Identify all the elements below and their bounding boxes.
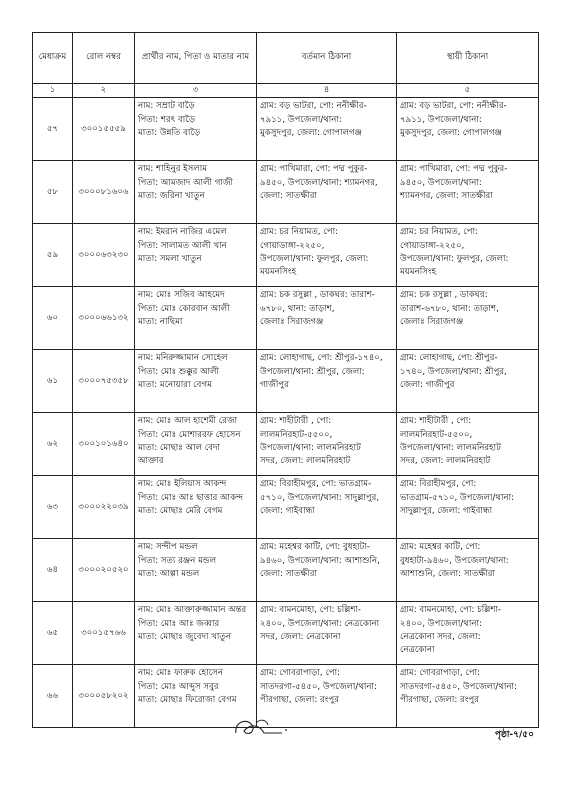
header-roll: রোল নম্বর <box>73 33 135 84</box>
present-address-cell-line: উপজেলা/থানা: শ্রীপুর, জেলা: <box>260 366 365 377</box>
present-address-cell-line: উপজেলা/থানা: লালমনিরহাট <box>260 442 361 453</box>
present-address-cell-line: জেলাঃ সিরাজগঞ্জ <box>260 316 324 327</box>
permanent-address-cell-line: সদর, জেলা: লালমনিরহাট <box>400 456 491 467</box>
column-number: ৪ <box>257 84 397 98</box>
present-address-cell-line: গ্রাম: বিরাহীমপুর, পো: ভাতগ্রাম- <box>260 479 372 490</box>
rank-cell: ৬৪ <box>33 539 73 602</box>
permanent-address-cell-line: নেত্রকোনা <box>400 645 435 656</box>
table-row <box>33 413 539 476</box>
roll-cell: ৩০০০৬৩২৩০ <box>73 224 135 287</box>
candidate-cell-line: নাম: সন্দীপ মন্ডল <box>138 542 198 553</box>
candidate-cell-line: পিতা: মোঃ আব্দুস সবুর <box>138 681 219 692</box>
present-address-cell-line: ৯৪৫০, উপজেলা/থানা: শ্যামনগর, <box>260 177 378 188</box>
permanent-address-cell <box>397 161 539 224</box>
present-address-cell <box>257 413 397 476</box>
rank-cell: ৬৬ <box>33 665 73 728</box>
permanent-address-cell-line: গ্রাম: চক রসুল্লা , ডাকঘর: <box>400 290 488 301</box>
candidate-cell <box>135 161 257 224</box>
candidate-cell-line: মাতা: মোছাঃ ফিরোজা বেগম <box>138 694 237 705</box>
candidate-cell-line: নাম: মোঃ সজিব আহমেদ <box>138 290 225 301</box>
roll-cell: ৩০০০৮১৬০৬ <box>73 161 135 224</box>
candidate-cell-line: নাম: মোঃ আক্তারুজ্জামান অন্তর <box>138 605 247 616</box>
candidate-cell <box>135 287 257 350</box>
present-address-cell-line: ৬৭৮০, থানা: তাড়াশ, <box>260 303 335 314</box>
candidate-cell-line: মাতা: মোছাঃ মেরি বেগম <box>138 505 223 516</box>
permanent-address-cell-line: সাতদরগা-৫৪৫০, উপজেলা/থানা: <box>400 681 517 692</box>
column-number: ২ <box>73 84 135 98</box>
table-row <box>33 539 539 602</box>
permanent-address-cell <box>397 287 539 350</box>
header-row <box>33 33 539 84</box>
table-row <box>33 161 539 224</box>
permanent-address-cell-line: গ্রাম: বিরাহীমপুর, পো: <box>400 479 477 490</box>
header-rank: মেধাক্রম <box>33 33 73 84</box>
candidate-cell <box>135 602 257 665</box>
candidate-cell-line: মাতা: মোছাঃ জুবেদা খাতুন <box>138 631 231 642</box>
rank-cell: ৬৫ <box>33 602 73 665</box>
candidate-cell <box>135 539 257 602</box>
candidate-cell-line: মাতা: মোছাঃ আল বেদা <box>138 442 221 453</box>
permanent-address-cell <box>397 539 539 602</box>
permanent-address-cell-line: গ্রাম: পাখিমারা, পো: পদ্ম পুকুর- <box>400 164 508 175</box>
rank-cell: ৫৯ <box>33 224 73 287</box>
column-number: ৫ <box>397 84 539 98</box>
present-address-cell-line: গোয়াডাঙ্গা-২২৫০, <box>260 240 325 251</box>
candidate-cell <box>135 224 257 287</box>
candidate-cell-line: নাম: শাহিনুর ইসলাম <box>138 164 207 175</box>
present-address-cell <box>257 602 397 665</box>
present-address-cell <box>257 287 397 350</box>
column-number-row <box>33 84 539 98</box>
permanent-address-cell-line: ১৭৪০, উপজেলা/থানা: শ্রীপুর, <box>400 366 507 377</box>
candidate-cell-line: মাতা: আল্পা মন্ডল <box>138 568 200 579</box>
present-address-cell-line: ৯৪৬০, উপজেলা/থানা: আশাশুনি, <box>260 555 380 566</box>
candidate-cell-line: পিতা: আমজাদ আলী গাজী <box>138 177 233 188</box>
permanent-address-cell <box>397 602 539 665</box>
column-number: ৩ <box>135 84 257 98</box>
candidate-cell-line: নাম: ইমরান নাজির এমেল <box>138 227 227 238</box>
signature <box>230 713 294 745</box>
header-name: প্রার্থীর নাম, পিতা ও মাতার নাম <box>135 33 257 84</box>
candidate-cell-line: পিতা: মোঃ মোশাররফ হোসেন <box>138 429 241 440</box>
table-body <box>33 98 539 728</box>
candidate-cell-line: নাম: মোঃ আল হাশেমী রেজা <box>138 416 238 427</box>
present-address-cell-line: উপজেলা/থানা: ফুলপুর, জেলা: <box>260 253 369 264</box>
permanent-address-cell-line: ভাতগ্রাম-৫৭১০, উপজেলা/থানা: <box>400 492 514 503</box>
permanent-address-cell <box>397 476 539 539</box>
permanent-address-cell-line: মুকসুদপুর, জেলা: গোপালগঞ্জ <box>400 127 503 138</box>
present-address-cell-line: গাজীপুর <box>260 379 289 390</box>
candidate-cell <box>135 98 257 161</box>
permanent-address-cell-line: উপজেলা/থানা: ফুলপুর, জেলা: <box>400 253 509 264</box>
rank-cell: ৫৮ <box>33 161 73 224</box>
present-address-cell <box>257 98 397 161</box>
permanent-address-cell-line: গোয়াডাঙ্গা-২২৫০, <box>400 240 465 251</box>
present-address-cell-line: গ্রাম: গোবরাপাড়া, পো: <box>260 668 341 679</box>
present-address-cell-line: জেলা: সাতক্ষীরা <box>260 190 317 201</box>
present-address-cell-line: গ্রাম: লোহাগাছ, পো: শ্রীপুর-১৭৪০, <box>260 353 383 364</box>
permanent-address-cell-line: বুধহাটা-৯৪৬০, উপজেলা/থানা: <box>400 555 509 566</box>
permanent-address-cell-line: আশাশুনি, জেলা: সাতক্ষীরা <box>400 568 496 579</box>
present-address-cell <box>257 350 397 413</box>
header-present-address: বর্তমান ঠিকানা <box>257 33 397 84</box>
candidate-cell-line: মাতা: সমলা খাতুন <box>138 253 202 264</box>
candidate-cell-line: মাতা: জরিনা খাতুন <box>138 190 205 201</box>
permanent-address-cell-line: ৯৪৫০, উপজেলা/থানা: <box>400 177 482 188</box>
rank-cell: ৫৭ <box>33 98 73 161</box>
candidate-cell-line: পিতা: শরৎ বাড়ৈ <box>138 114 196 125</box>
permanent-address-cell-line: উপজেলা/থানা: লালমনিরহাট <box>400 442 501 453</box>
permanent-address-cell <box>397 413 539 476</box>
permanent-address-cell-line: গ্রাম: লোহাগাছ, পো: শ্রীপুর- <box>400 353 498 364</box>
permanent-address-cell-line: গ্রাম: চর নিয়ামত, পো: <box>400 227 478 238</box>
permanent-address-cell <box>397 98 539 161</box>
candidate-cell-line: নাম: সম্রাট বাড়ৈ <box>138 101 195 112</box>
permanent-address-cell-line: তারাশ-৬৭৮০, থানা: তাড়াশ, <box>400 303 499 314</box>
rank-cell: ৬৩ <box>33 476 73 539</box>
permanent-address-cell-line: গ্রাম: বামনমোহা, পো: চল্লিশা- <box>400 605 502 616</box>
column-number: ১ <box>33 84 73 98</box>
present-address-cell-line: সদর, জেলা: লালমনিরহাট <box>260 456 351 467</box>
present-address-cell-line: পীরগাছা, জেলা: রংপুর <box>260 694 339 705</box>
present-address-cell-line: জেলা: গাইবান্ধা <box>260 505 315 516</box>
candidate-cell-line: মাতা: উন্নতি বাড়ৈ <box>138 127 201 138</box>
present-address-cell-line: গ্রাম: বামনমোহা, পো: চল্লিশা- <box>260 605 362 616</box>
candidate-cell-line: পিতা: মোঃ আঃ ছাত্তার আকন্দ <box>138 492 243 503</box>
permanent-address-cell <box>397 350 539 413</box>
present-address-cell-line: ময়মনসিংহ <box>260 267 297 278</box>
candidate-cell-line: নাম: মনিরুজ্জামান সোহেল <box>138 353 228 364</box>
candidate-cell-line: পিতা: মোঃ আঃ জব্বার <box>138 618 220 629</box>
roll-cell: ৩০০১০১৬৪০ <box>73 413 135 476</box>
roll-cell: ৩০০০৬৬১৩২ <box>73 287 135 350</box>
permanent-address-cell-line: গ্রাম: গোবরাপাড়া, পো: <box>400 668 481 679</box>
present-address-cell <box>257 539 397 602</box>
present-address-cell-line: ৭৯১১, উপজেলা/থানা: <box>260 114 342 125</box>
present-address-cell-line: গ্রাম: মহেশ্বর কাটি, পো: বুধহাটা- <box>260 542 370 553</box>
candidate-cell-line: আক্তার <box>138 456 164 467</box>
permanent-address-cell-line: সাদুল্লাপুর, জেলা: গাইবান্ধা <box>400 505 493 516</box>
candidate-cell-line: নাম: মোঃ ইলিয়াস আকন্দ <box>138 479 227 490</box>
permanent-address-cell-line: জেলাঃ সিরাজগঞ্জ <box>400 316 464 327</box>
permanent-address-cell-line: ৭৯১১, উপজেলা/থানা: <box>400 114 482 125</box>
roll-cell: ৩০০১৫৭৬৬ <box>73 602 135 665</box>
roll-cell: ৩০০০২২০৩৯ <box>73 476 135 539</box>
present-address-cell-line: গ্রাম: চক রসুল্লা , ডাকঘর: তারাশ- <box>260 290 375 301</box>
permanent-address-cell-line: পীরগাছা, জেলা: রংপুর <box>400 694 479 705</box>
page-number: পৃষ্ঠা-৭/৫০ <box>494 730 534 740</box>
header-permanent-address: স্থায়ী ঠিকানা <box>397 33 539 84</box>
present-address-cell <box>257 476 397 539</box>
present-address-cell <box>257 161 397 224</box>
permanent-address-cell-line: গ্রাম: শাহীটারী , পো: <box>400 416 472 427</box>
permanent-address-cell-line: লালমনিরহাট-৫৫০০, <box>400 429 473 440</box>
rank-cell: ৬২ <box>33 413 73 476</box>
candidate-cell-line: মাতা: মনোয়ারা বেগম <box>138 379 212 390</box>
permanent-address-cell-line: জেলা: গাজীপুর <box>400 379 455 390</box>
permanent-address-cell <box>397 224 539 287</box>
present-address-cell <box>257 224 397 287</box>
table-row <box>33 287 539 350</box>
candidate-cell <box>135 476 257 539</box>
roll-cell: ৩০০১৫৫৫৯ <box>73 98 135 161</box>
present-address-cell-line: গ্রাম: শাহীটারী , পো: <box>260 416 332 427</box>
candidate-cell-line: নাম: মোঃ ফারুক হোসেন <box>138 668 223 679</box>
table-row <box>33 98 539 161</box>
table-row <box>33 602 539 665</box>
table-row <box>33 476 539 539</box>
present-address-cell-line: সাতদরগা-৫৪৫০, উপজেলা/থানা: <box>260 681 377 692</box>
present-address-cell-line: মুকসুদপুর, জেলা: গোপালগঞ্জ <box>260 127 363 138</box>
permanent-address-cell-line: নেত্রকোনা সদর, জেলা: <box>400 631 481 642</box>
permanent-address-cell-line: ময়মনসিংহ <box>400 267 437 278</box>
table-row <box>33 350 539 413</box>
candidate-cell-line: পিতা: মোঃ শুক্কুর আলী <box>138 366 219 377</box>
permanent-address-cell <box>397 665 539 728</box>
roll-cell: ৩০০০৭৫৩৫৮ <box>73 350 135 413</box>
candidate-cell <box>135 350 257 413</box>
candidate-cell-line: পিতা: মোঃ কোরবান আলী <box>138 303 230 314</box>
roll-cell: ৩০০০৫৮২০২ <box>73 665 135 728</box>
candidate-cell <box>135 413 257 476</box>
roll-cell: ৩০০০২০৫২০ <box>73 539 135 602</box>
permanent-address-cell-line: গ্রাম: মহেশ্বর কাটি, পো: <box>400 542 481 553</box>
permanent-address-cell-line: শ্যামনগর, জেলা: সাতক্ষীরা <box>400 190 493 201</box>
present-address-cell-line: গ্রাম: বড় ভাটরা, পো: ননীক্ষীর- <box>260 101 367 112</box>
candidate-cell-line: মাতা: নাছিমা <box>138 316 183 327</box>
permanent-address-cell-line: গ্রাম: বড় ভাটরা, পো: ননীক্ষীর- <box>400 101 507 112</box>
present-address-cell-line: জেলা: সাতক্ষীরা <box>260 568 317 579</box>
merit-list-table <box>32 32 539 728</box>
present-address-cell-line: ২৪০০, উপজেলা/থানা: নেত্রকোনা <box>260 618 380 629</box>
rank-cell: ৬০ <box>33 287 73 350</box>
present-address-cell-line: গ্রাম: পাখিমারা, পো: পদ্ম পুকুর- <box>260 164 368 175</box>
present-address-cell-line: লালমনিরহাট-৫৫০০, <box>260 429 333 440</box>
present-address-cell-line: সদর, জেলা: নেত্রকোনা <box>260 631 341 642</box>
candidate-cell-line: পিতা: সত্য রঞ্জন মন্ডল <box>138 555 217 566</box>
present-address-cell-line: গ্রাম: চর নিয়ামত, পো: <box>260 227 338 238</box>
rank-cell: ৬১ <box>33 350 73 413</box>
present-address-cell-line: ৫৭১০, উপজেলা/থানা: সাদুল্লাপুর, <box>260 492 380 503</box>
candidate-cell-line: পিতা: সালামত আলী খান <box>138 240 227 251</box>
permanent-address-cell-line: ২৪০০, উপজেলা/থানা: <box>400 618 482 629</box>
table-row <box>33 224 539 287</box>
